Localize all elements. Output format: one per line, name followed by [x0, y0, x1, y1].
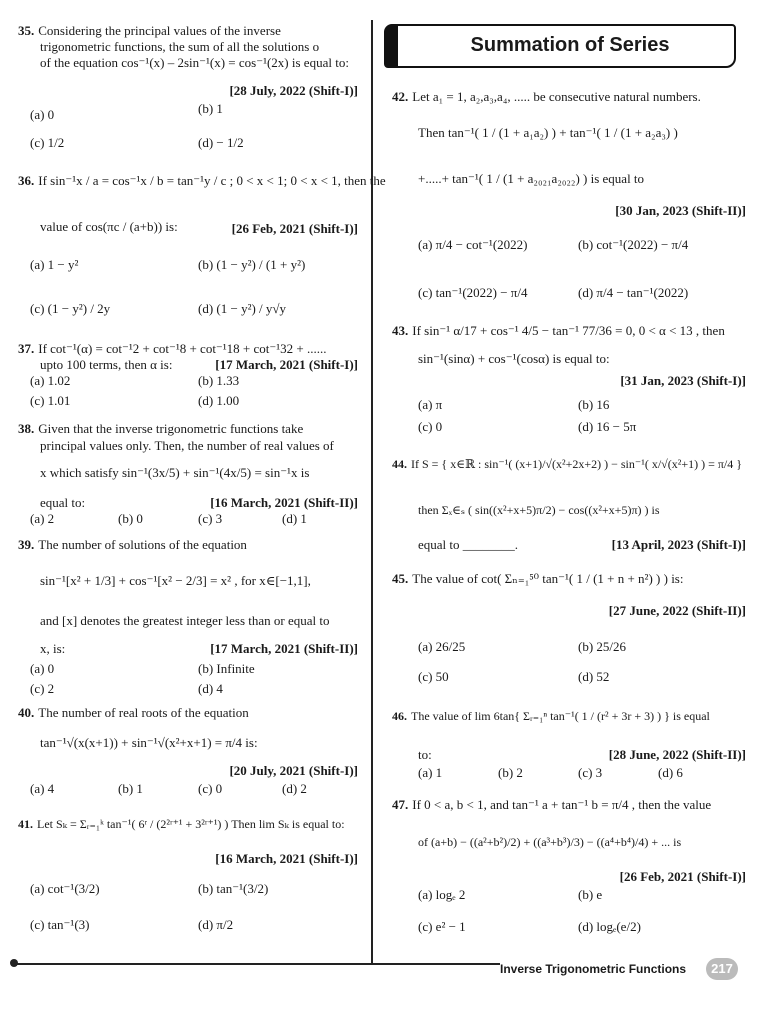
option-c: (c) 0: [198, 781, 223, 796]
option-a: (a) 26/25: [418, 639, 466, 654]
option-d: (d) 6: [658, 765, 683, 780]
option-b: (b) 16: [578, 397, 610, 412]
source-tag: [26 Feb, 2021 (Shift-I)]: [619, 869, 746, 884]
question-text-line: Then tan⁻¹( 1 / (1 + a₁a₂) ) + tan⁻¹( 1 / (1 + a₂a₃) ): [418, 125, 678, 140]
question-text-line: Let a₁ = 1, a₂,a₃,a₄, ..... be consecutive natural numbers.: [412, 89, 701, 104]
question-number: 47.: [392, 797, 409, 812]
option-c: (c) 0: [418, 419, 443, 434]
option-b: (b) 2: [498, 765, 523, 780]
question-text-line: of (a+b) − ((a²+b²)/2) + ((a³+b³)/3) − ((a⁴+b⁴)/4) + ... is: [418, 835, 682, 849]
question-text-line: If S = { x∈ℝ : sin⁻¹( (x+1)/√(x²+2x+2) ) − sin⁻¹( x/√(x²+1) ) = π/4 }: [411, 457, 743, 471]
option-d: (d) 52: [578, 669, 610, 684]
source-tag: [17 March, 2021 (Shift-II)]: [210, 641, 358, 656]
option-b: (b) cot⁻¹(2022) − π/4: [578, 237, 689, 252]
section-title: Summation of Series: [470, 34, 670, 56]
question-text-line: of the equation cos⁻¹(x) – 2sin⁻¹(x) = cos⁻¹(2x) is equal to:: [40, 55, 349, 70]
option-d: (d) 4: [198, 681, 223, 696]
option-a: (a) π: [418, 397, 443, 412]
source-tag: [20 July, 2021 (Shift-I)]: [229, 763, 358, 778]
source-tag: [27 June, 2022 (Shift-II)]: [608, 603, 746, 618]
question-text-line: trigonometric functions, the sum of all the solutions o: [40, 39, 320, 54]
option-c: (c) 2: [30, 681, 55, 696]
question-number: 44.: [392, 457, 407, 471]
question-text-line: The value of cot( Σₙ₌₁⁵⁰ tan⁻¹( 1 / (1 + n + n²) ) ) is:: [412, 571, 684, 586]
option-a: (a) 0: [30, 661, 55, 676]
option-b: (b) e: [578, 887, 603, 902]
question-number: 41.: [18, 817, 33, 831]
source-tag: [31 Jan, 2023 (Shift-I)]: [620, 373, 746, 388]
footer-rule: [12, 963, 500, 965]
option-d: (d) 1.00: [198, 393, 240, 408]
option-d: (d) − 1/2: [198, 135, 244, 150]
question-text-line: equal to ________.: [418, 537, 519, 552]
option-c: (c) 3: [578, 765, 603, 780]
option-c: (c) (1 − y²) / 2y: [30, 301, 111, 316]
question-number: 43.: [392, 323, 409, 338]
option-b: (b) (1 − y²) / (1 + y²): [198, 257, 306, 272]
question-text-line: tan⁻¹√(x(x+1)) + sin⁻¹√(x²+x+1) = π/4 is:: [40, 735, 258, 750]
question-text-line: The value of lim 6tan{ Σᵣ₌₁ⁿ tan⁻¹( 1 / (r² + 3r + 3) ) } is equal: [411, 709, 710, 723]
option-c: (c) tan⁻¹(3): [30, 917, 90, 932]
option-c: (c) e² − 1: [418, 919, 466, 934]
source-tag: [28 June, 2022 (Shift-II)]: [608, 747, 746, 762]
option-d: (d) 1: [282, 511, 307, 526]
source-tag: [26 Feb, 2021 (Shift-I)]: [231, 221, 358, 236]
option-a: (a) logₑ 2: [418, 887, 466, 902]
option-b: (b) tan⁻¹(3/2): [198, 881, 269, 896]
option-b: (b) 0: [118, 511, 143, 526]
option-d: (d) π/4 − tan⁻¹(2022): [578, 285, 689, 300]
page-number: 217: [706, 958, 738, 980]
option-b: (b) 1.33: [198, 373, 240, 388]
option-b: (b) 1: [198, 101, 223, 116]
question-text-line: If sin⁻¹x / a = cos⁻¹x / b = tan⁻¹y / c ; 0 < x < 1; 0 < x < 1, then the: [38, 173, 386, 188]
question-text-line: value of cos(πc / (a+b)) is:: [40, 219, 178, 234]
option-a: (a) 1.02: [30, 373, 71, 388]
option-a: (a) 4: [30, 781, 55, 796]
source-tag: [30 Jan, 2023 (Shift-II)]: [615, 203, 746, 218]
option-d: (d) 16 − 5π: [578, 419, 637, 434]
question-text-line: If sin⁻¹ α/17 + cos⁻¹ 4/5 − tan⁻¹ 77/36 = 0, 0 < α < 13 , then: [412, 323, 725, 338]
question-number: 35.: [18, 23, 35, 38]
source-tag: [16 March, 2021 (Shift-I)]: [215, 851, 358, 866]
question-number: 39.: [18, 537, 35, 552]
option-d: (d) 2: [282, 781, 307, 796]
question-number: 45.: [392, 571, 409, 586]
option-a: (a) π/4 − cot⁻¹(2022): [418, 237, 528, 252]
option-b: (b) 1: [118, 781, 143, 796]
column-divider: [371, 20, 373, 964]
source-tag: [13 April, 2023 (Shift-I)]: [611, 537, 746, 552]
source-tag: [17 March, 2021 (Shift-I)]: [215, 357, 358, 372]
source-tag: [16 March, 2021 (Shift-II)]: [210, 495, 358, 510]
section-title-tab: [384, 24, 398, 68]
question-text-line: Considering the principal values of the inverse: [38, 23, 281, 38]
question-text-line: If cot⁻¹(α) = cot⁻¹2 + cot⁻¹8 + cot⁻¹18 + cot⁻¹32 + ......: [38, 341, 327, 356]
option-a: (a) 0: [30, 107, 55, 122]
question-number: 46.: [392, 709, 407, 723]
option-a: (a) 1: [418, 765, 443, 780]
option-a: (a) 2: [30, 511, 55, 526]
question-text-line: The number of real roots of the equation: [38, 705, 249, 720]
source-tag: [28 July, 2022 (Shift-I)]: [229, 83, 358, 98]
question-text-line: sin⁻¹(sinα) + cos⁻¹(cosα) is equal to:: [418, 351, 610, 366]
question-text-line: principal values only. Then, the number of real values of: [40, 438, 334, 453]
question-text-line: sin⁻¹[x² + 1/3] + cos⁻¹[x² − 2/3] = x² , for x∈[−1,1],: [40, 573, 311, 588]
option-d: (d) π/2: [198, 917, 234, 932]
option-c: (c) 1.01: [30, 393, 71, 408]
question-text-line: The number of solutions of the equation: [38, 537, 247, 552]
question-text-line: x, is:: [40, 641, 66, 656]
option-c: (c) 50: [418, 669, 449, 684]
question-number: 36.: [18, 173, 35, 188]
option-b: (b) Infinite: [198, 661, 255, 676]
question-text-line: and [x] denotes the greatest integer less than or equal to: [40, 613, 330, 628]
question-text-line: x which satisfy sin⁻¹(3x/5) + sin⁻¹(4x/5) = sin⁻¹x is: [40, 465, 310, 480]
option-b: (b) 25/26: [578, 639, 627, 654]
footer-chapter: Inverse Trigonometric Functions: [500, 962, 687, 976]
option-d: (d) logₑ(e/2): [578, 919, 641, 934]
option-a: (a) cot⁻¹(3/2): [30, 881, 100, 896]
question-number: 40.: [18, 705, 35, 720]
option-c: (c) 3: [198, 511, 223, 526]
question-number: 38.: [18, 421, 35, 436]
question-text-line: upto 100 terms, then α is:: [40, 357, 173, 372]
option-c: (c) tan⁻¹(2022) − π/4: [418, 285, 528, 300]
option-a: (a) 1 − y²: [30, 257, 79, 272]
question-text-line: Given that the inverse trigonometric functions take: [38, 421, 304, 436]
question-text-line: to:: [418, 747, 432, 762]
question-text-line: +.....+ tan⁻¹( 1 / (1 + a₂₀₂₁a₂₀₂₂) ) is equal to: [418, 171, 645, 186]
question-text-line: Let Sₖ = Σᵣ₌₁ᵏ tan⁻¹( 6ʳ / (2²ʳ⁺¹ + 3²ʳ⁺¹) ) Then lim Sₖ is equal to:: [37, 817, 345, 831]
question-number: 37.: [18, 341, 35, 356]
question-text-line: equal to:: [40, 495, 86, 510]
option-c: (c) 1/2: [30, 135, 65, 150]
question-text-line: then Σₓ∈ₛ ( sin((x²+x+5)π/2) − cos((x²+x+5)π) ) is: [418, 503, 660, 517]
option-d: (d) (1 − y²) / y√y: [198, 301, 287, 316]
question-number: 42.: [392, 89, 409, 104]
question-text-line: If 0 < a, b < 1, and tan⁻¹ a + tan⁻¹ b = π/4 , then the value: [412, 797, 712, 812]
